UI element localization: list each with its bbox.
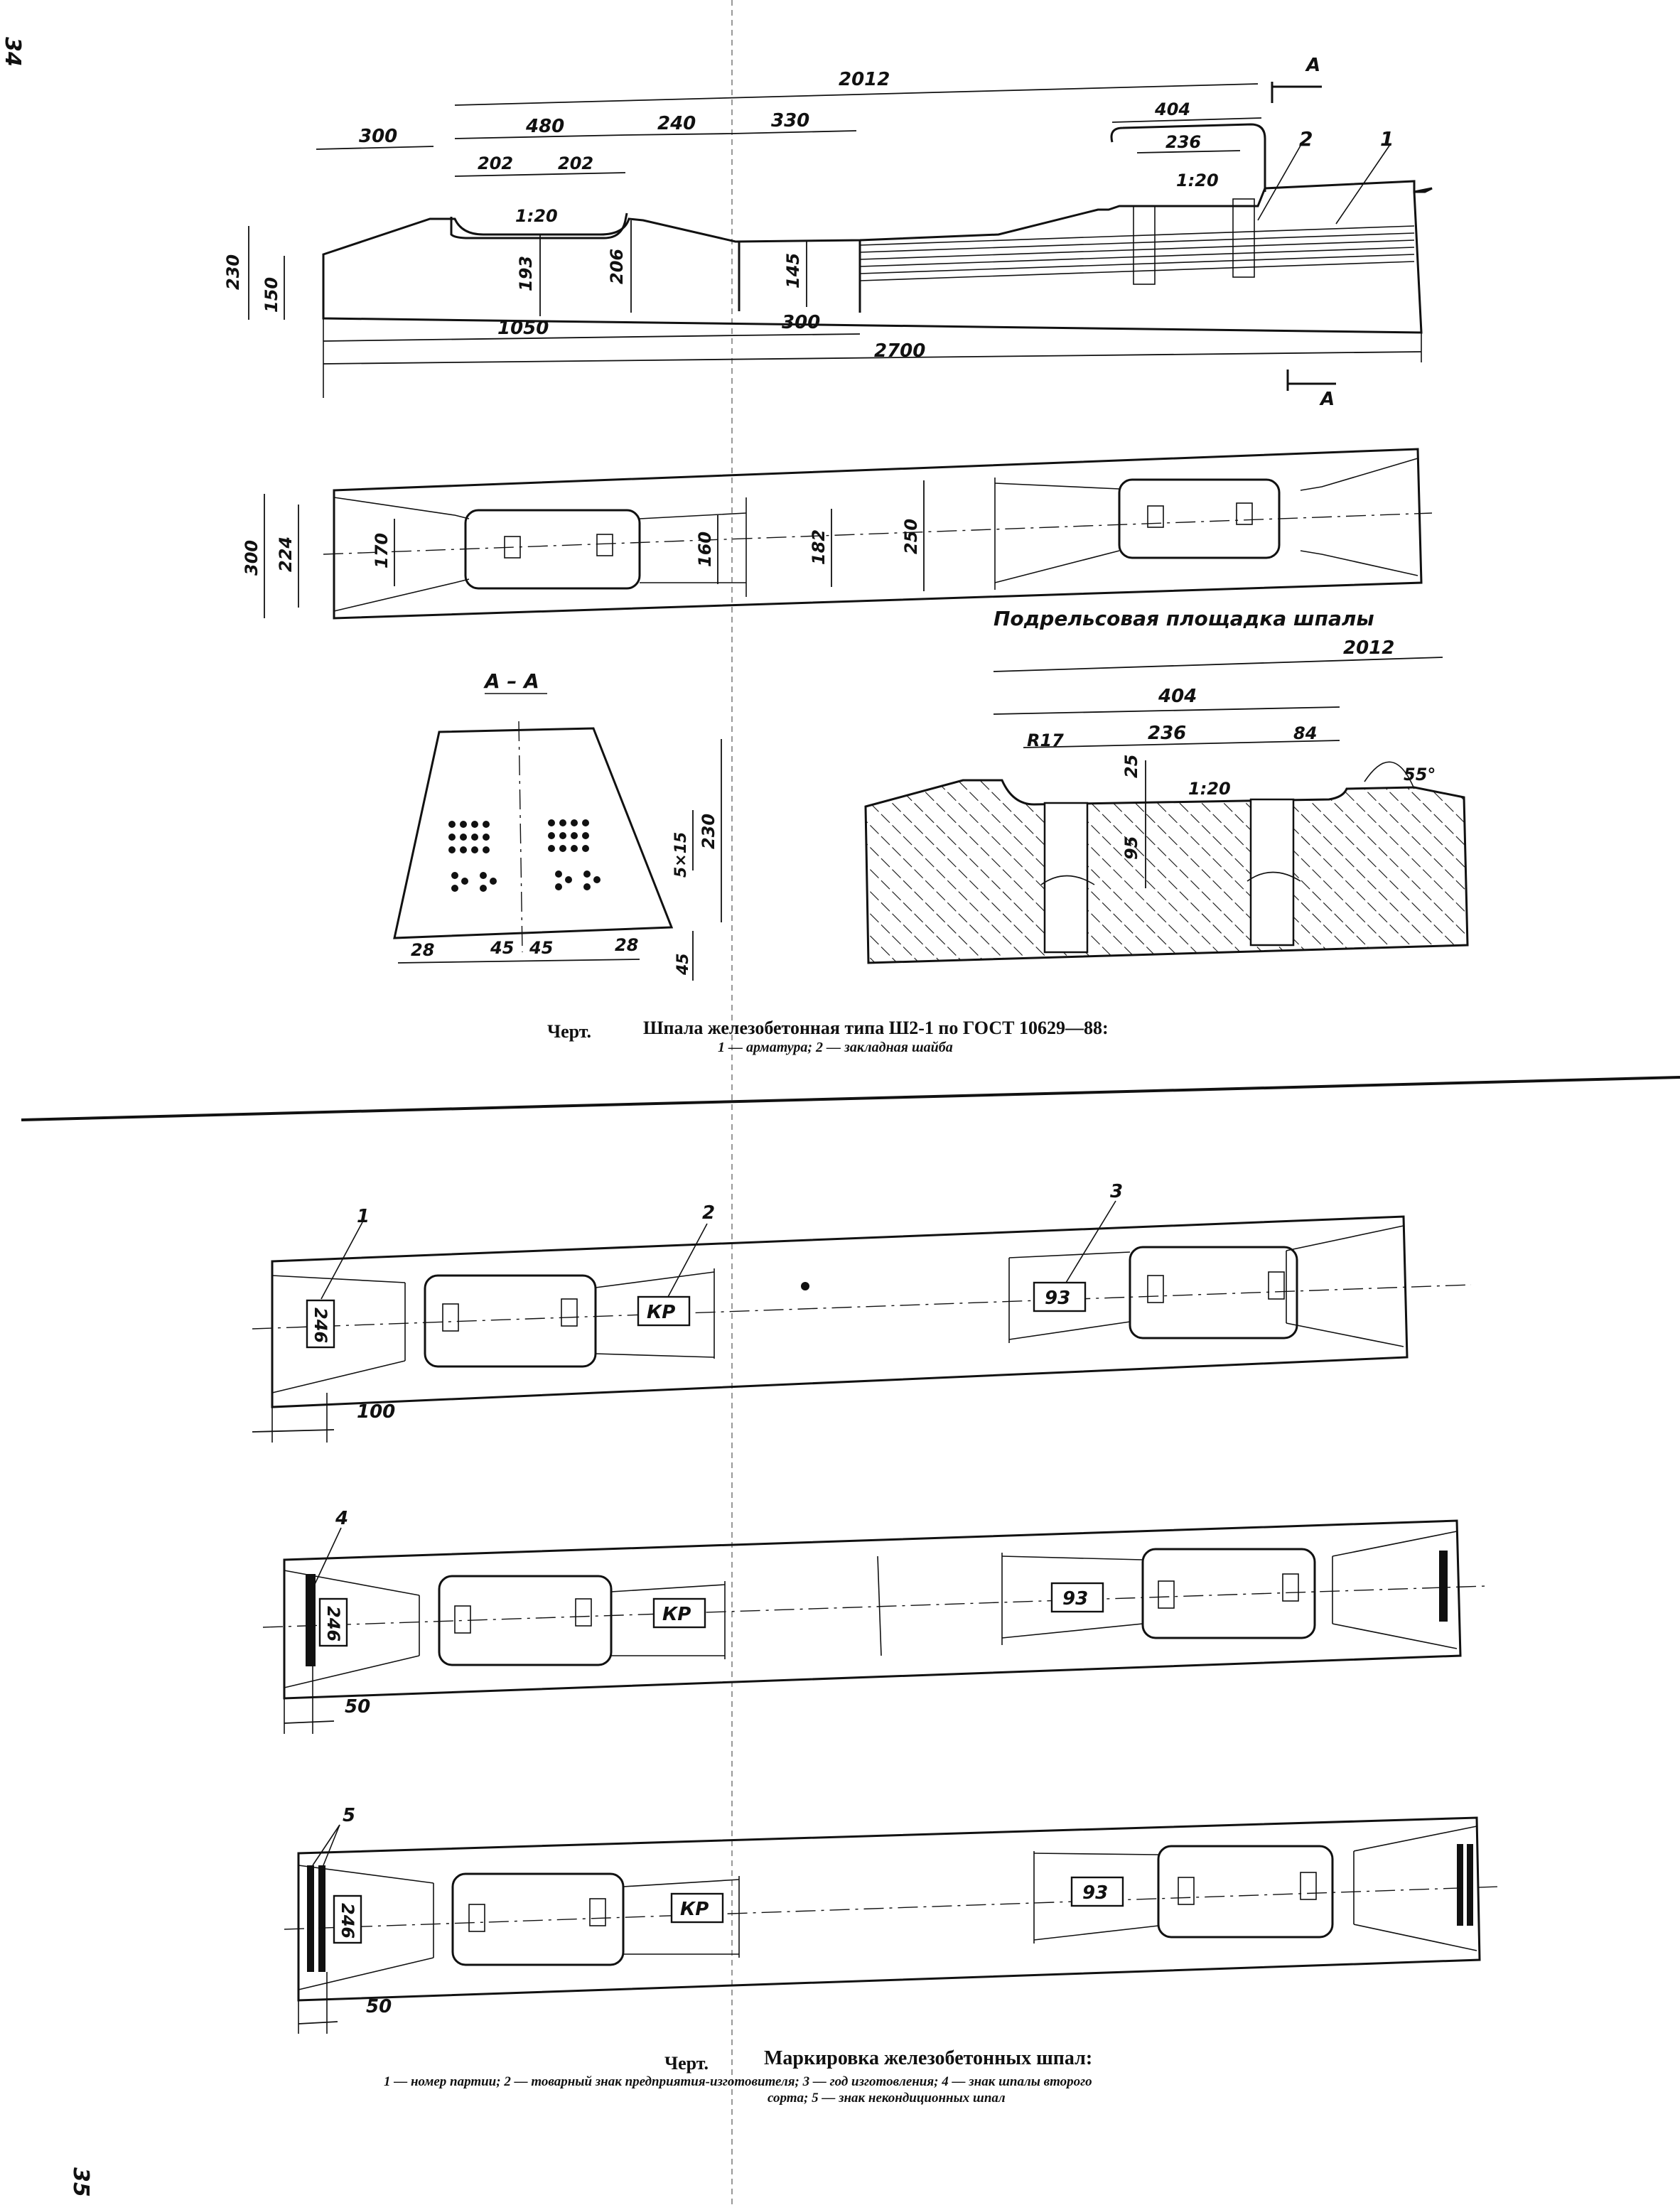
aa-dim-5x15: 5×15 [672,831,690,878]
seat-dim-84: 84 [1293,723,1318,743]
caption-2-legend-1: 1 — номер партии; 2 — товарный знак предприятия-изготовителя; 3 — год изготовления; 4 — знак шпалы второго [384,2074,1092,2089]
aa-dim-45-c: 45 [674,953,692,975]
marking-sleeper-3 [284,1805,1499,2034]
marking-sleeper-1 [252,1181,1471,1443]
sleeper1-dim: 100 [357,1401,396,1423]
caption-2-title: Маркировка железобетонных шпал: [764,2047,1093,2069]
caption-2 [384,2047,1092,2106]
caption-1-legend: 1 — арматура; 2 — закладная шайба [718,1040,953,1055]
section-divider [21,1077,1680,1120]
svg-text:А: А [1320,389,1335,410]
seat-dim-r17: R17 [1027,730,1064,750]
hatched-body [866,780,1468,963]
rail-seat-detail [866,607,1468,963]
sleeper2-dim: 50 [345,1696,371,1718]
sleeper-side-view [223,55,1432,410]
second-grade-mark-right [1439,1551,1448,1622]
dim-480: 480 [526,116,565,137]
reinforcement-lines [860,226,1414,281]
batch-label-3: 246 [338,1903,357,1939]
dim-300: 300 [359,126,398,147]
second-grade-mark [306,1574,316,1666]
substandard-mark-2 [318,1865,325,1972]
dim-404: 404 [1155,99,1191,119]
substandard-mark-1 [307,1865,314,1972]
plan-dim-182: 182 [809,529,829,565]
plan-dim-160: 160 [695,531,715,567]
seat-dim-25: 25 [1121,754,1141,778]
caption-1 [547,1018,1109,1055]
dim-193: 193 [516,255,536,291]
dim-236: 236 [1165,132,1202,152]
aa-dim-28-left: 28 [411,940,435,960]
maker-label: КР [647,1302,676,1323]
sleeper3-dim: 50 [366,1996,392,2017]
callout-1: 1 [1380,127,1394,151]
substandard-mark-right-1 [1457,1844,1463,1926]
caption-2-prefix: Черт. [664,2053,709,2074]
callout-3: 3 [1110,1181,1124,1202]
strand-dots [448,819,601,892]
year-label: 93 [1045,1288,1071,1309]
seat-dim-404: 404 [1158,686,1197,707]
batch-label-2: 246 [323,1606,343,1642]
caption-2-legend-2: сорта; 5 — знак некондиционных шпал [768,2091,1006,2106]
aa-dim-28-right: 28 [615,935,639,955]
dim-202-left: 202 [478,153,514,173]
callout-2: 2 [702,1202,716,1224]
svg-text:А: А [1306,55,1321,76]
seat-dim-95: 95 [1121,836,1141,860]
section-aa-title: А – А [485,669,539,693]
section-mark-top [1272,55,1322,103]
dim-2700: 2700 [874,340,926,362]
plan-dim-170: 170 [372,532,392,568]
section-mark-bottom [1288,370,1336,410]
sleeper-plan-view [242,449,1432,618]
plan-dim-224: 224 [276,536,296,572]
dim-330: 330 [771,110,810,131]
seat-angle-55: 55° [1404,765,1436,785]
dim-300-bottom: 300 [782,312,821,333]
maker-label-2: КР [662,1604,691,1625]
callout-5: 5 [343,1805,356,1826]
dim-202-right: 202 [558,153,594,173]
page-number-right: 35 [68,2167,93,2197]
plan-dim-250: 250 [901,518,921,554]
batch-label: 246 [311,1308,330,1344]
aa-dim-45-b: 45 [529,938,554,958]
caption-1-prefix: Черт. [547,1021,592,1042]
aa-dim-230: 230 [699,813,718,849]
dim-240: 240 [657,113,696,134]
slope-right: 1:20 [1176,171,1219,190]
year-label-2: 93 [1062,1588,1089,1610]
caption-1-title: Шпала железобетонная типа Ш2-1 по ГОСТ 10629—88: [643,1018,1109,1038]
dim-1050: 1050 [497,318,549,339]
aa-dim-45-a: 45 [490,938,515,958]
rail-seat-title: Подрельсовая площадка шпалы [994,607,1374,630]
marking-sleeper-2 [263,1508,1485,1734]
dim-150: 150 [262,276,281,313]
callout-1: 1 [357,1206,370,1227]
dim-230: 230 [223,254,243,290]
seat-slope: 1:20 [1188,779,1231,799]
dim-206: 206 [607,248,627,284]
plan-dim-300: 300 [242,539,262,576]
slope-left: 1:20 [515,206,558,226]
callout-2: 2 [1299,127,1313,151]
seat-dim-2012: 2012 [1343,637,1395,659]
seat-dim-236: 236 [1148,723,1187,744]
year-label-3: 93 [1082,1882,1109,1904]
dim-145: 145 [783,252,803,289]
page-number-left: 34 [0,37,25,67]
callout-4: 4 [335,1508,349,1529]
maker-label-3: КР [680,1899,709,1920]
dim-2012: 2012 [839,69,890,90]
substandard-mark-right-2 [1467,1844,1473,1926]
section-aa [394,669,721,981]
